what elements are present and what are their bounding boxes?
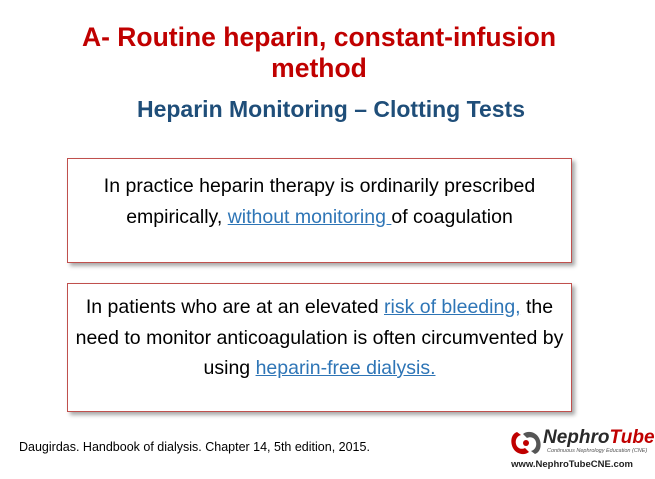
heparin-free-dialysis-link[interactable]: heparin-free dialysis. [255, 357, 436, 379]
logo-url: www.NephroTubeCNE.com [511, 459, 633, 470]
logo-name-part1: Nephro [543, 427, 610, 448]
slide-subtitle: Heparin Monitoring – Clotting Tests [136, 96, 525, 122]
elevated-risk-text-start: In patients who are at an elevated [85, 296, 384, 318]
practice-text-end: of coagulation [391, 205, 513, 228]
citation: Daugirdas. Handbook of dialysis. Chapter 14, 5th edition, 2015. [19, 440, 370, 454]
nephrotube-logo-icon [509, 428, 543, 458]
nephrotube-logo [509, 426, 655, 474]
logo-name-part2: Tube [609, 427, 655, 448]
practice-text-start: In practice heparin therapy is ordinarily prescribed empirically, [103, 175, 536, 228]
slide-title-line1: A- Routine heparin, constant-infusion [81, 22, 557, 52]
slide-title [0, 22, 638, 84]
practice-textbox [67, 158, 572, 263]
logo-tagline: Continuous Nephrology Education (CNE) [547, 448, 648, 454]
logo-name [543, 427, 655, 449]
without-monitoring-link[interactable]: without monitoring [227, 205, 392, 228]
elevated-risk-textbox [67, 283, 572, 412]
slide-title-line2: method [271, 53, 367, 83]
elevated-risk-text-middle: the need to monitor anticoagulation is often circumvented by using [75, 296, 564, 379]
risk-of-bleeding-link[interactable]: risk of bleeding, [384, 296, 521, 318]
